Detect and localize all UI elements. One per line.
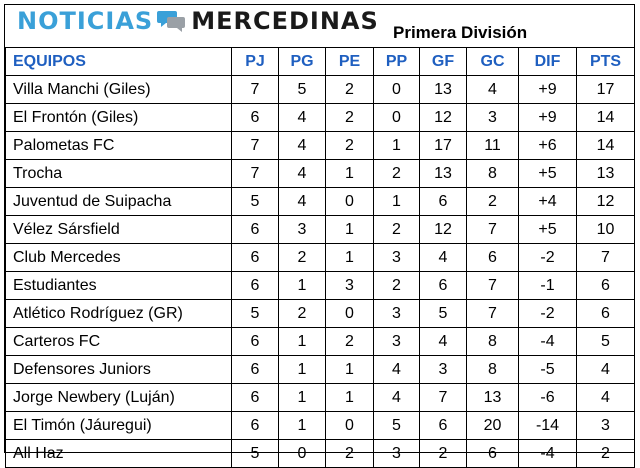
- stat-cell-pts: 4: [577, 384, 635, 412]
- stat-cell-pts: 7: [577, 244, 635, 272]
- stat-cell-gc: 8: [467, 328, 519, 356]
- team-name-cell: Carteros FC: [6, 328, 232, 356]
- table-header-row: [6, 48, 635, 76]
- table-row: [6, 188, 635, 216]
- stat-cell-pj: 6: [232, 356, 279, 384]
- stat-cell-dif: -1: [519, 272, 577, 300]
- stat-cell-pj: 5: [232, 440, 279, 468]
- stat-cell-gf: 4: [420, 328, 467, 356]
- team-name-cell: Villa Manchi (Giles): [6, 76, 232, 104]
- stat-cell-gc: 6: [467, 244, 519, 272]
- stat-cell-dif: +5: [519, 160, 577, 188]
- column-header-gf: GF: [420, 48, 467, 76]
- stat-cell-pts: 12: [577, 188, 635, 216]
- stat-cell-pg: 2: [279, 244, 326, 272]
- stat-cell-pp: 3: [374, 244, 420, 272]
- table-row: [6, 76, 635, 104]
- stat-cell-gf: 2: [420, 440, 467, 468]
- stat-cell-pts: 14: [577, 132, 635, 160]
- column-header-pj: PJ: [232, 48, 279, 76]
- team-name-cell: Jorge Newbery (Luján): [6, 384, 232, 412]
- table-row: [6, 328, 635, 356]
- standings-table: [5, 47, 635, 468]
- column-header-dif: DIF: [519, 48, 577, 76]
- stat-cell-pe: 0: [326, 412, 374, 440]
- stat-cell-gc: 3: [467, 104, 519, 132]
- column-header-pts: PTS: [577, 48, 635, 76]
- stat-cell-pts: 6: [577, 272, 635, 300]
- stat-cell-gf: 13: [420, 160, 467, 188]
- chat-bubbles-icon: [157, 8, 187, 34]
- logo: [17, 7, 379, 35]
- stat-cell-dif: +5: [519, 216, 577, 244]
- stat-cell-pp: 3: [374, 440, 420, 468]
- stat-cell-dif: +6: [519, 132, 577, 160]
- stat-cell-gf: 6: [420, 272, 467, 300]
- stat-cell-gf: 6: [420, 412, 467, 440]
- stat-cell-gf: 13: [420, 76, 467, 104]
- stat-cell-pp: 5: [374, 412, 420, 440]
- stat-cell-pg: 2: [279, 300, 326, 328]
- column-header-equipos: EQUIPOS: [6, 48, 232, 76]
- stat-cell-pe: 2: [326, 132, 374, 160]
- stat-cell-pe: 1: [326, 356, 374, 384]
- stat-cell-pj: 6: [232, 272, 279, 300]
- team-name-cell: Atlético Rodríguez (GR): [6, 300, 232, 328]
- stat-cell-pts: 3: [577, 412, 635, 440]
- stat-cell-pg: 4: [279, 132, 326, 160]
- stat-cell-pp: 1: [374, 132, 420, 160]
- table-row: [6, 356, 635, 384]
- stat-cell-pj: 6: [232, 384, 279, 412]
- stat-cell-pts: 10: [577, 216, 635, 244]
- stat-cell-gc: 7: [467, 216, 519, 244]
- stat-cell-pg: 1: [279, 356, 326, 384]
- stat-cell-pg: 1: [279, 272, 326, 300]
- stat-cell-dif: -2: [519, 300, 577, 328]
- stat-cell-dif: -4: [519, 440, 577, 468]
- stat-cell-pts: 17: [577, 76, 635, 104]
- stat-cell-gf: 12: [420, 216, 467, 244]
- header: [5, 5, 634, 47]
- stat-cell-pe: 2: [326, 328, 374, 356]
- stat-cell-pp: 2: [374, 160, 420, 188]
- stat-cell-pts: 14: [577, 104, 635, 132]
- table-row: [6, 104, 635, 132]
- stat-cell-pj: 7: [232, 160, 279, 188]
- stat-cell-pts: 13: [577, 160, 635, 188]
- stat-cell-pj: 5: [232, 188, 279, 216]
- stat-cell-pj: 6: [232, 216, 279, 244]
- table-row: [6, 160, 635, 188]
- stat-cell-pp: 2: [374, 272, 420, 300]
- stat-cell-pj: 5: [232, 300, 279, 328]
- stat-cell-dif: -6: [519, 384, 577, 412]
- stat-cell-dif: +9: [519, 76, 577, 104]
- stat-cell-pe: 1: [326, 160, 374, 188]
- stat-cell-pj: 6: [232, 104, 279, 132]
- team-name-cell: Palometas FC: [6, 132, 232, 160]
- team-name-cell: Club Mercedes: [6, 244, 232, 272]
- team-name-cell: El Frontón (Giles): [6, 104, 232, 132]
- table-row: [6, 384, 635, 412]
- stat-cell-pg: 3: [279, 216, 326, 244]
- stat-cell-pts: 2: [577, 440, 635, 468]
- stat-cell-pg: 1: [279, 412, 326, 440]
- column-header-pe: PE: [326, 48, 374, 76]
- stat-cell-pp: 0: [374, 104, 420, 132]
- stat-cell-pe: 3: [326, 272, 374, 300]
- stat-cell-pts: 5: [577, 328, 635, 356]
- standings-frame: [4, 4, 635, 462]
- stat-cell-pg: 5: [279, 76, 326, 104]
- stat-cell-pp: 3: [374, 300, 420, 328]
- table-row: [6, 132, 635, 160]
- stat-cell-pe: 1: [326, 216, 374, 244]
- stat-cell-gf: 12: [420, 104, 467, 132]
- stat-cell-gc: 11: [467, 132, 519, 160]
- column-header-gc: GC: [467, 48, 519, 76]
- team-name-cell: Juventud de Suipacha: [6, 188, 232, 216]
- stat-cell-pts: 4: [577, 356, 635, 384]
- stat-cell-gc: 13: [467, 384, 519, 412]
- stat-cell-dif: -5: [519, 356, 577, 384]
- stat-cell-pj: 6: [232, 244, 279, 272]
- stat-cell-pp: 2: [374, 216, 420, 244]
- stat-cell-gc: 4: [467, 76, 519, 104]
- stat-cell-pe: 2: [326, 440, 374, 468]
- stat-cell-pj: 7: [232, 132, 279, 160]
- table-body: [6, 76, 635, 468]
- team-name-cell: Defensores Juniors: [6, 356, 232, 384]
- stat-cell-gc: 7: [467, 272, 519, 300]
- stat-cell-dif: +4: [519, 188, 577, 216]
- stat-cell-pg: 4: [279, 160, 326, 188]
- team-name-cell: El Timón (Jáuregui): [6, 412, 232, 440]
- table-row: [6, 300, 635, 328]
- table-row: [6, 440, 635, 468]
- table-row: [6, 272, 635, 300]
- stat-cell-gc: 8: [467, 356, 519, 384]
- column-header-pp: PP: [374, 48, 420, 76]
- stat-cell-gf: 4: [420, 244, 467, 272]
- stat-cell-pp: 4: [374, 356, 420, 384]
- column-header-pg: PG: [279, 48, 326, 76]
- stat-cell-pe: 1: [326, 384, 374, 412]
- stat-cell-gf: 6: [420, 188, 467, 216]
- stat-cell-pg: 1: [279, 328, 326, 356]
- stat-cell-pp: 0: [374, 76, 420, 104]
- logo-part-2: MERCEDINAS: [191, 7, 379, 35]
- stat-cell-pe: 2: [326, 76, 374, 104]
- stat-cell-gc: 7: [467, 300, 519, 328]
- stat-cell-gf: 3: [420, 356, 467, 384]
- stat-cell-dif: +9: [519, 104, 577, 132]
- division-title: Primera División: [393, 23, 528, 42]
- team-name-cell: Trocha: [6, 160, 232, 188]
- stat-cell-pe: 1: [326, 244, 374, 272]
- stat-cell-gc: 20: [467, 412, 519, 440]
- stat-cell-pp: 4: [374, 384, 420, 412]
- stat-cell-gc: 2: [467, 188, 519, 216]
- stat-cell-pj: 6: [232, 328, 279, 356]
- stat-cell-dif: -4: [519, 328, 577, 356]
- stat-cell-pj: 6: [232, 412, 279, 440]
- stat-cell-pe: 0: [326, 188, 374, 216]
- stat-cell-gc: 6: [467, 440, 519, 468]
- stat-cell-pe: 2: [326, 104, 374, 132]
- stat-cell-pg: 0: [279, 440, 326, 468]
- table-row: [6, 244, 635, 272]
- stat-cell-pg: 4: [279, 188, 326, 216]
- stat-cell-dif: -14: [519, 412, 577, 440]
- team-name-cell: Vélez Sársfield: [6, 216, 232, 244]
- stat-cell-gc: 8: [467, 160, 519, 188]
- stat-cell-pg: 4: [279, 104, 326, 132]
- stat-cell-dif: -2: [519, 244, 577, 272]
- stat-cell-gf: 5: [420, 300, 467, 328]
- table-row: [6, 412, 635, 440]
- stat-cell-gf: 7: [420, 384, 467, 412]
- stat-cell-pts: 6: [577, 300, 635, 328]
- stat-cell-gf: 17: [420, 132, 467, 160]
- stat-cell-pp: 1: [374, 188, 420, 216]
- table-row: [6, 216, 635, 244]
- team-name-cell: Estudiantes: [6, 272, 232, 300]
- logo-part-1: NOTICIAS: [17, 7, 154, 35]
- team-name-cell: All Haz: [6, 440, 232, 468]
- stat-cell-pj: 7: [232, 76, 279, 104]
- stat-cell-pe: 0: [326, 300, 374, 328]
- stat-cell-pg: 1: [279, 384, 326, 412]
- stat-cell-pp: 3: [374, 328, 420, 356]
